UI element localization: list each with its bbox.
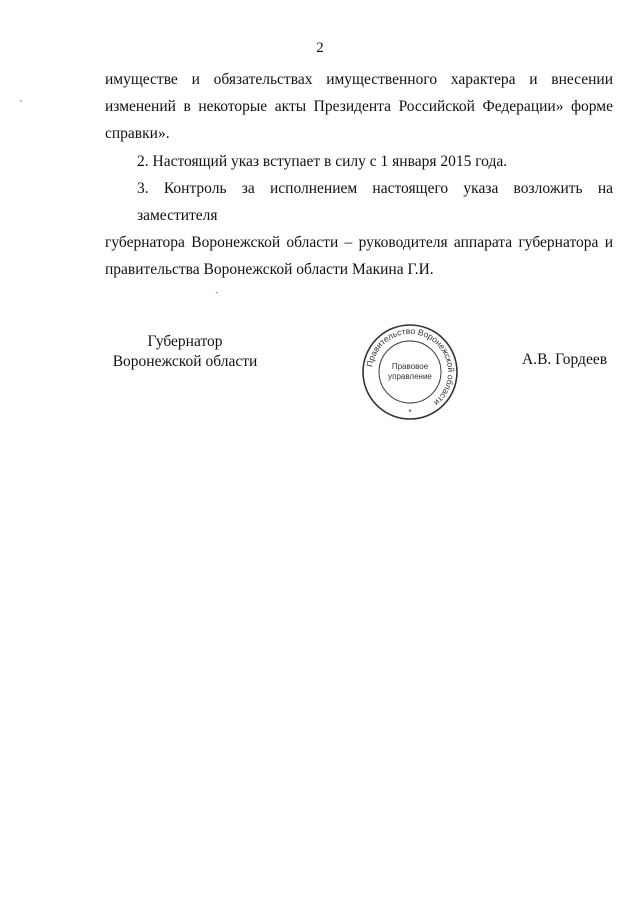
paragraph-line: имуществе и обязательствах имущественного характера и внесении — [105, 71, 613, 88]
scan-mark: ˎ — [215, 283, 219, 294]
signatory-title-line: Губернатор — [147, 333, 223, 350]
paragraph-control — [105, 175, 613, 283]
stamp-inner-line: управление — [388, 372, 432, 381]
paragraph-line: изменений в некоторые акты Президента Российской Федерации» форме — [105, 98, 613, 115]
scan-artifact — [20, 100, 22, 102]
paragraph-line: губернатора Воронежской области – руководителя аппарата губернатора и — [105, 234, 613, 251]
signatory-title-line: Воронежской области — [112, 353, 258, 370]
paragraph-line: справки». — [105, 125, 170, 142]
signatory-title — [105, 332, 265, 372]
stamp-inner-line: Правовое — [391, 362, 429, 371]
paragraph-line: 3. Контроль за исполнением настоящего указа возложить на заместителя — [137, 180, 613, 224]
signatory-name: А.В. Гордеев — [522, 351, 608, 368]
paragraph-effective-date — [105, 148, 613, 175]
page-number: 2 — [316, 40, 324, 56]
paragraph-line: 2. Настоящий указ вступает в силу с 1 января 2015 года. — [137, 153, 508, 170]
stamp-star: * — [408, 408, 412, 417]
official-seal-stamp — [360, 322, 460, 422]
paragraph-line: правительства Воронежской области Макина Г.И. — [105, 261, 434, 278]
paragraph-continuation — [105, 66, 613, 147]
stamp-outer-text: Правительство Воронежской области — [364, 325, 457, 409]
